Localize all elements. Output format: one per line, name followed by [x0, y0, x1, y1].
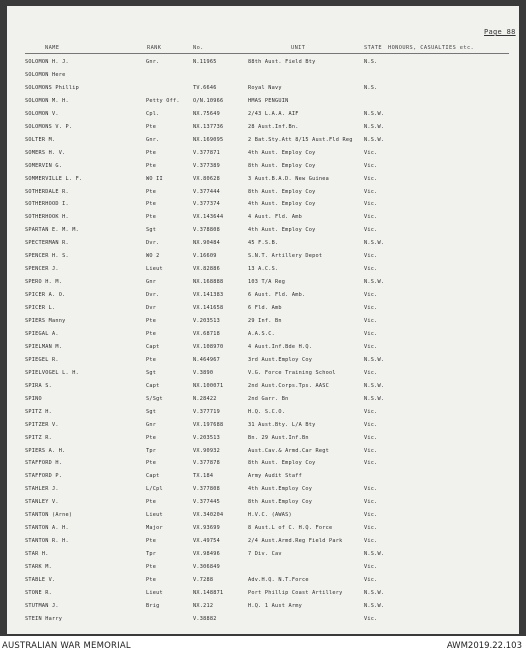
table-row	[7, 613, 519, 625]
cell-state: Vic.	[364, 318, 378, 324]
cell-state: Vic.	[364, 305, 378, 312]
cell-unit: 8th Aust. Employ Coy	[248, 162, 316, 169]
cell-rank: Major	[146, 525, 163, 532]
table-row	[7, 82, 519, 94]
table-row	[7, 276, 519, 288]
cell-no: V.378808	[193, 227, 220, 234]
cell-rank: Cpl.	[146, 110, 160, 117]
cell-name: SOMERVIN G.	[25, 162, 63, 169]
table-row	[7, 198, 519, 210]
cell-no: V.3890	[193, 369, 214, 376]
cell-rank: WO II	[146, 175, 163, 182]
cell-rank: Pte	[146, 356, 157, 363]
table-row	[7, 445, 519, 457]
table-row	[7, 535, 519, 547]
cell-unit: 88th Aust. Field Bty	[248, 59, 316, 65]
cell-rank: L/Cpl	[146, 486, 163, 493]
cell-rank: Gnr	[146, 421, 157, 428]
table-row	[7, 186, 519, 198]
cell-name: SPICER A. O.	[25, 292, 66, 299]
table-row	[7, 134, 519, 146]
cell-no: N.11965	[193, 59, 217, 65]
cell-no: V.377871	[193, 149, 220, 156]
cell-unit: 8th Aust.Employ Coy	[248, 499, 313, 506]
table-row	[7, 69, 519, 81]
cell-state: Vic.	[364, 538, 378, 545]
cell-state: N.S.W.	[364, 356, 385, 363]
cell-name: SPITZ H.	[25, 408, 52, 415]
cell-name: SPICER L.	[25, 305, 56, 312]
cell-name: SPIELMAN M.	[25, 343, 63, 350]
cell-name: STANTON (Arne)	[25, 512, 73, 519]
cell-no: V.7288	[193, 577, 214, 583]
cell-state: Vic.	[364, 447, 378, 454]
cell-name: STAHLER J.	[25, 486, 59, 493]
table-row	[7, 250, 519, 262]
table-row	[7, 224, 519, 236]
cell-unit: 3rd Aust.Employ Coy	[248, 356, 313, 363]
cell-name: SPERO H. M.	[25, 279, 63, 286]
cell-name: SPIEGEL R.	[25, 356, 59, 363]
cell-unit: 2/4 Aust.Armd.Reg Field Park	[248, 538, 343, 545]
cell-no: NX.100071	[193, 382, 224, 389]
cell-name: SOLOMONS Phillip	[25, 84, 79, 91]
cell-state: N.S.W.	[364, 382, 385, 389]
cell-name: STANTON R. H.	[25, 538, 69, 545]
cell-unit: A.A.S.C.	[248, 330, 275, 337]
header-unit: UNIT	[291, 45, 306, 51]
table-row	[7, 561, 519, 573]
header-name: NAME	[45, 45, 60, 51]
cell-no: VX.80628	[193, 175, 220, 182]
cell-unit: Adv.H.Q. N.T.Force	[248, 577, 309, 583]
cell-rank: Pte	[146, 564, 157, 571]
footer-institution: AUSTRALIAN WAR MEMORIAL	[2, 641, 131, 651]
table-row	[7, 367, 519, 379]
cell-name: SOLTER M.	[25, 136, 56, 143]
cell-unit: 6 Fld. Amb	[248, 305, 282, 312]
cell-unit: H.V.C. (AWAS)	[248, 512, 292, 519]
table-row	[7, 483, 519, 495]
cell-no: V.306849	[193, 564, 220, 571]
cell-state: Vic.	[364, 512, 378, 519]
cell-unit: 2/43 L.A.A. AIF	[248, 110, 299, 117]
cell-state: Vic.	[364, 577, 378, 583]
cell-rank: Sgt	[146, 408, 157, 415]
cell-no: NX.75649	[193, 110, 220, 117]
cell-unit: 4 Aust. Fld. Amb	[248, 214, 302, 221]
cell-unit: 4th Aust. Employ Coy	[248, 149, 316, 156]
cell-state: Vic.	[364, 408, 378, 415]
cell-rank: Gnr.	[146, 59, 160, 65]
cell-no: VX.98496	[193, 551, 220, 558]
cell-no: VX.49754	[193, 538, 220, 545]
cell-state: Vic.	[364, 499, 378, 506]
cell-rank: Pte	[146, 318, 157, 324]
table-row	[7, 509, 519, 521]
cell-state: Vic.	[364, 343, 378, 350]
cell-no: NX.212	[193, 602, 214, 609]
cell-unit: H.Q. 1 Aust Army	[248, 602, 302, 609]
cell-name: SPITZER V.	[25, 421, 59, 428]
table-row	[7, 522, 519, 534]
cell-unit: 4th Aust.Employ Coy	[248, 486, 313, 493]
cell-unit: 4th Aust. Employ Coy	[248, 201, 316, 208]
cell-state: N.S.W.	[364, 123, 385, 130]
cell-rank: Pte	[146, 434, 157, 441]
cell-state: Vic.	[364, 175, 378, 182]
cell-state: N.S.	[364, 59, 378, 65]
cell-no: V.377719	[193, 408, 220, 415]
cell-state: Vic.	[364, 564, 378, 571]
cell-no: VX.82886	[193, 266, 220, 273]
cell-unit: Army Audit Staff	[248, 473, 302, 480]
cell-rank: Gnr	[146, 279, 157, 286]
cell-rank: Pte	[146, 162, 157, 169]
cell-unit: H.Q. S.C.O.	[248, 408, 286, 415]
cell-state: Vic.	[364, 201, 378, 208]
cell-name: SPARTAN E. M. M.	[25, 227, 79, 234]
cell-state: N.S.W.	[364, 551, 385, 558]
cell-no: N.28422	[193, 395, 217, 402]
cell-name: SOLOMON Here	[25, 71, 66, 78]
cell-name: SOLOMON M. H.	[25, 97, 69, 104]
cell-rank: Pte	[146, 188, 157, 195]
cell-unit: HMAS PENGUIN	[248, 97, 289, 104]
cell-unit: 13 A.C.S.	[248, 266, 279, 273]
cell-rank: Lieut	[146, 266, 163, 273]
table-row	[7, 160, 519, 172]
cell-name: STAFFORD P.	[25, 473, 63, 480]
table-row	[7, 211, 519, 223]
table-row	[7, 574, 519, 586]
cell-name: SPIERS A. H.	[25, 447, 66, 454]
cell-no: V.203513	[193, 434, 220, 441]
cell-rank: Tpr	[146, 551, 157, 558]
cell-no: NX.148871	[193, 589, 224, 596]
cell-unit: 3 Aust.B.A.D. New Guinea	[248, 175, 329, 182]
cell-state: N.S.W.	[364, 110, 385, 117]
cell-rank: Pte	[146, 460, 157, 467]
cell-rank: Dvr.	[146, 292, 160, 299]
cell-state: N.S.W.	[364, 602, 385, 609]
cell-unit: 8 Aust.L of C. H.Q. Force	[248, 525, 333, 532]
cell-name: SOTHERHOOK H.	[25, 214, 69, 221]
cell-no: VX.340204	[193, 512, 224, 519]
cell-unit: S.N.T. Artillery Depot	[248, 253, 323, 260]
cell-unit: 2nd Garr. Bn	[248, 395, 289, 402]
cell-rank: Tpr	[146, 447, 157, 454]
cell-state: Vic.	[364, 188, 378, 195]
table-row	[7, 56, 519, 68]
cell-rank: Capt	[146, 382, 160, 389]
header-remarks: HONOURS, CASUALTIES etc.	[388, 45, 475, 51]
cell-rank: Pte	[146, 499, 157, 506]
cell-unit: Aust.Cav.& Armd.Car Regt	[248, 447, 329, 454]
cell-state: N.S.W.	[364, 136, 385, 143]
cell-no: VX.93699	[193, 525, 220, 532]
header-no: No.	[193, 45, 204, 51]
cell-name: STABLE V.	[25, 577, 56, 583]
cell-rank: Dvr.	[146, 240, 160, 247]
cell-name: SPENCER H. S.	[25, 253, 69, 260]
cell-state: Vic.	[364, 525, 378, 532]
document-page	[7, 6, 519, 634]
cell-state: Vic.	[364, 266, 378, 273]
cell-name: SOLOMON V.	[25, 110, 59, 117]
cell-state: Vic.	[364, 149, 378, 156]
cell-no: V.377374	[193, 201, 220, 208]
cell-no: V.377444	[193, 188, 220, 195]
cell-rank: Lieut	[146, 512, 163, 519]
table-row	[7, 173, 519, 185]
cell-unit: Port Phillip Coast Artillery	[248, 589, 343, 596]
cell-unit: 4th Aust. Employ Coy	[248, 227, 316, 234]
cell-unit: 8th Aust. Employ Coy	[248, 188, 316, 195]
cell-rank: Pte	[146, 577, 157, 583]
cell-name: STEIN Harry	[25, 615, 63, 622]
table-row	[7, 302, 519, 314]
cell-rank: WO 2	[146, 253, 160, 260]
cell-unit: 4 Aust.Inf.Bde H.Q.	[248, 343, 313, 350]
cell-name: STAFFORD H.	[25, 460, 63, 467]
cell-state: Vic.	[364, 214, 378, 221]
cell-unit: Royal Navy	[248, 84, 282, 91]
cell-state: N.S.W.	[364, 589, 385, 596]
cell-name: SPIRA S.	[25, 382, 52, 389]
cell-name: STANLEY V.	[25, 499, 59, 506]
cell-no: N.464967	[193, 356, 220, 363]
cell-rank: Gnr.	[146, 136, 160, 143]
cell-name: STARK M.	[25, 564, 52, 571]
table-row	[7, 600, 519, 612]
cell-rank: Capt	[146, 343, 160, 350]
table-row	[7, 419, 519, 431]
table-row	[7, 457, 519, 469]
cell-rank: Sgt	[146, 227, 157, 234]
cell-state: Vic.	[364, 486, 378, 493]
cell-state: Vic.	[364, 162, 378, 169]
table-row	[7, 328, 519, 340]
cell-name: SPINO	[25, 395, 42, 402]
cell-state: Vic.	[364, 292, 378, 299]
table-row	[7, 470, 519, 482]
cell-name: SPENCER J.	[25, 266, 59, 273]
header-rule	[25, 53, 509, 54]
cell-unit: V.G. Force Training School	[248, 369, 336, 376]
cell-no: NX.168888	[193, 279, 224, 286]
cell-name: SPIELVOGEL L. H.	[25, 369, 79, 376]
cell-state: Vic.	[364, 615, 378, 622]
header-rank: RANK	[147, 45, 162, 51]
cell-name: STUTMAN J.	[25, 602, 59, 609]
cell-unit: 7 Div. Cav	[248, 551, 282, 558]
cell-rank: Pte	[146, 330, 157, 337]
cell-rank: Pte	[146, 123, 157, 130]
cell-unit: 28 Aust.Inf.Bn.	[248, 123, 299, 130]
cell-unit: 2 Bat.Sty.Att 8/15 Aust.Fld Reg	[248, 136, 353, 143]
cell-state: Vic.	[364, 421, 378, 428]
cell-state: N.S.W.	[364, 279, 385, 286]
cell-no: NX.90484	[193, 240, 220, 247]
table-row	[7, 121, 519, 133]
table-row	[7, 315, 519, 327]
table-row	[7, 432, 519, 444]
cell-rank: Pte	[146, 538, 157, 545]
cell-unit: 31 Aust.Bty. L/A Bty	[248, 421, 316, 428]
cell-unit: 2nd Aust.Corps.Tps. AASC	[248, 382, 329, 389]
cell-no: NX.169095	[193, 136, 224, 143]
cell-no: VX.141658	[193, 305, 224, 312]
cell-no: V.377808	[193, 486, 220, 493]
cell-no: V.377445	[193, 499, 220, 506]
cell-no: VX.143644	[193, 214, 224, 221]
header-state: STATE	[364, 45, 382, 51]
cell-rank: Lieut	[146, 589, 163, 596]
table-row	[7, 263, 519, 275]
cell-name: SOMERS H. V.	[25, 149, 66, 156]
cell-no: NX.137736	[193, 123, 224, 130]
page-number: Page 88	[484, 28, 516, 36]
cell-no: V.16609	[193, 253, 217, 260]
table-row	[7, 237, 519, 249]
cell-no: VX.108970	[193, 343, 224, 350]
cell-state: N.S.W.	[364, 240, 385, 247]
cell-no: VX.68718	[193, 330, 220, 337]
cell-rank: Pte	[146, 201, 157, 208]
cell-name: SOTHERHOOD I.	[25, 201, 69, 208]
cell-name: STANTON A. H.	[25, 525, 69, 532]
cell-no: TX.184	[193, 473, 214, 480]
cell-name: SOLOMONS V. P.	[25, 123, 73, 130]
cell-no: TV.6646	[193, 84, 217, 91]
cell-unit: 45 F.S.B.	[248, 240, 279, 247]
footer-reference: AWM2019.22.103	[446, 641, 522, 651]
table-row	[7, 380, 519, 392]
cell-state: Vic.	[364, 227, 378, 234]
table-row	[7, 341, 519, 353]
cell-name: SOMMERVILLE L. F.	[25, 175, 83, 182]
cell-state: N.S.	[364, 84, 378, 91]
cell-no: V.377878	[193, 460, 220, 467]
cell-unit: 6 Aust. Fld. Amb.	[248, 292, 306, 299]
cell-name: STONE R.	[25, 589, 52, 596]
table-row	[7, 108, 519, 120]
cell-name: STAR H.	[25, 551, 49, 558]
cell-state: Vic.	[364, 434, 378, 441]
cell-rank: Pte	[146, 214, 157, 221]
cell-no: V.203513	[193, 318, 220, 324]
table-row	[7, 406, 519, 418]
cell-no: VX.90932	[193, 447, 220, 454]
table-row	[7, 393, 519, 405]
footer	[0, 638, 526, 653]
cell-state: Vic.	[364, 460, 378, 467]
cell-no: VX.141383	[193, 292, 224, 299]
table-row	[7, 354, 519, 366]
cell-name: SPIERS Manny	[25, 318, 66, 324]
cell-name: SPITZ R.	[25, 434, 52, 441]
cell-unit: Bn. 29 Aust.Inf.Bn	[248, 434, 309, 441]
cell-rank: Petty Off.	[146, 97, 180, 104]
cell-unit: 8th Aust. Employ Coy	[248, 460, 316, 467]
cell-rank: Sgt	[146, 369, 157, 376]
cell-state: N.S.W.	[364, 395, 385, 402]
cell-no: V.377389	[193, 162, 220, 169]
table-row	[7, 289, 519, 301]
table-row	[7, 496, 519, 508]
table-row	[7, 548, 519, 560]
cell-no: O/N.10966	[193, 97, 224, 104]
cell-rank: Pte	[146, 149, 157, 156]
cell-no: VX.197688	[193, 421, 224, 428]
cell-no: V.38882	[193, 615, 217, 622]
cell-state: Vic.	[364, 253, 378, 260]
table-row	[7, 587, 519, 599]
cell-unit: 103 T/A Reg	[248, 279, 286, 286]
table-row	[7, 147, 519, 159]
table-row	[7, 95, 519, 107]
cell-state: Vic.	[364, 369, 378, 376]
cell-rank: Dvr	[146, 305, 157, 312]
cell-rank: Brig	[146, 602, 160, 609]
cell-name: SPECTERMAN R.	[25, 240, 69, 247]
cell-unit: 29 Inf. Bn	[248, 318, 282, 324]
cell-name: SPIEGAL A.	[25, 330, 59, 337]
cell-state: Vic.	[364, 330, 378, 337]
cell-name: SOLOMON H. J.	[25, 59, 69, 65]
cell-rank: Capt	[146, 473, 160, 480]
cell-name: SOTHERDALE R.	[25, 188, 69, 195]
cell-rank: S/Sgt	[146, 395, 163, 402]
